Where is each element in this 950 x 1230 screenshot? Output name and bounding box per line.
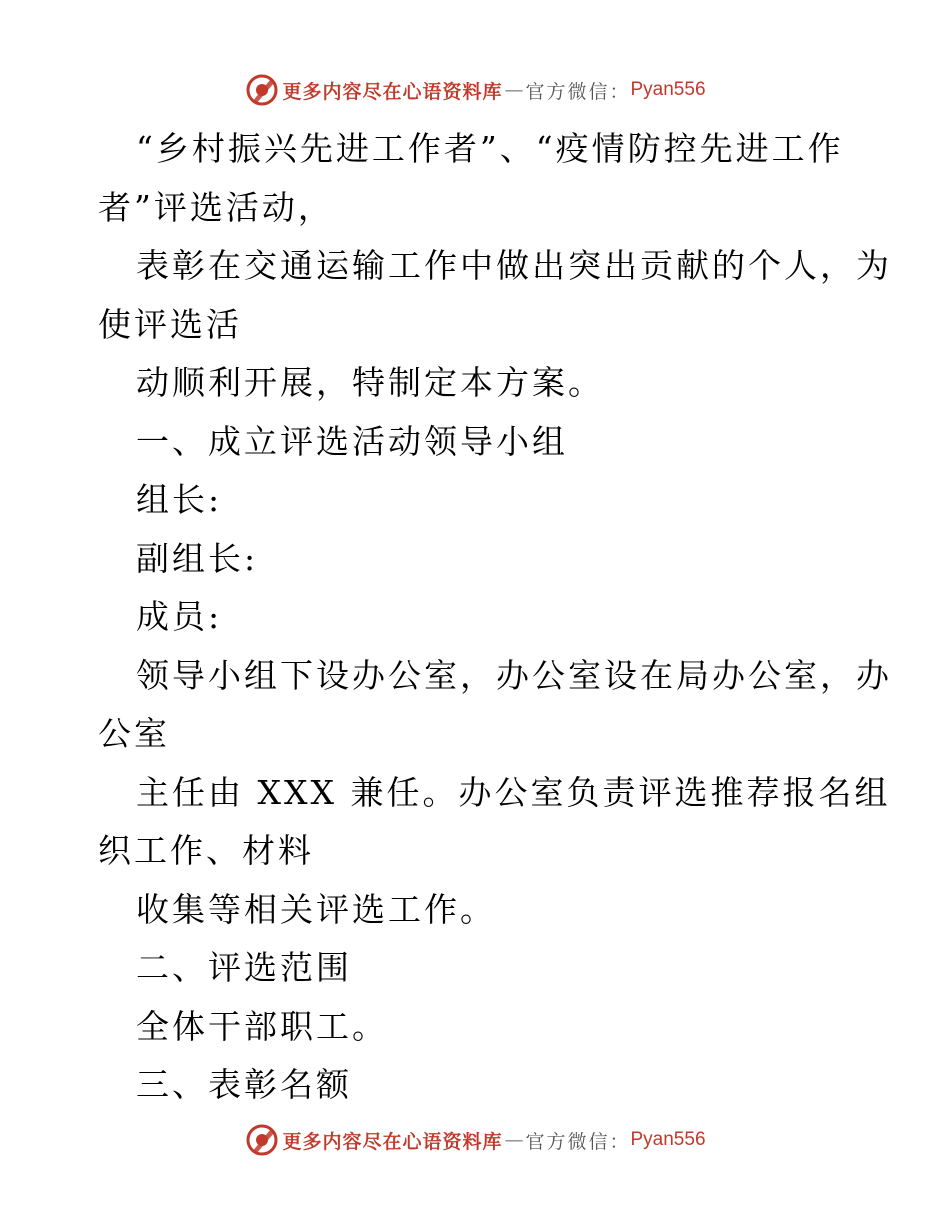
text-line: 表彰在交通运输工作中做出突出贡献的个人，为 bbox=[136, 246, 892, 285]
text-line: 成员: bbox=[136, 597, 223, 636]
document-body bbox=[98, 120, 892, 1115]
watermark-separator: — bbox=[504, 1129, 524, 1151]
text-line: 使评选活 bbox=[98, 304, 242, 344]
text-line: 全体干部职工。 bbox=[136, 1006, 388, 1046]
watermark-wechat-id: Pyan556 bbox=[630, 79, 706, 100]
watermark-text: 更多内容尽在心语资料库 bbox=[282, 80, 503, 103]
text-line: 者”评选活动， bbox=[98, 187, 334, 227]
watermark-official-label: 官方微信： bbox=[525, 1130, 631, 1153]
pen-circle-logo-icon bbox=[244, 72, 280, 108]
section-heading: 一、成立评选活动领导小组 bbox=[136, 421, 568, 461]
section-heading: 三、表彰名额 bbox=[136, 1065, 352, 1104]
text-line: 副组长: bbox=[136, 538, 259, 578]
section-heading: 二、评选范围 bbox=[136, 948, 352, 987]
text-line: 领导小组下设办公室，办公室设在局办公室，办 bbox=[136, 655, 892, 695]
footer-watermark bbox=[0, 1122, 950, 1158]
text-line: “乡村振兴先进工作者”、“疫情防控先进工作 bbox=[136, 129, 844, 168]
watermark-separator: — bbox=[504, 79, 524, 101]
pen-circle-logo-icon bbox=[244, 1122, 280, 1158]
text-line: 组长: bbox=[136, 480, 223, 519]
watermark-official-label: 官方微信： bbox=[525, 80, 631, 103]
watermark-text: 更多内容尽在心语资料库 bbox=[282, 1130, 503, 1153]
text-line: 动顺利开展，特制定本方案。 bbox=[136, 363, 604, 402]
text-line: 织工作、材料 bbox=[98, 831, 314, 870]
header-watermark bbox=[0, 72, 950, 108]
watermark-wechat-id: Pyan556 bbox=[630, 1129, 706, 1150]
text-line: 收集等相关评选工作。 bbox=[136, 889, 496, 929]
text-line: 主任由 XXX 兼任。办公室负责评选推荐报名组 bbox=[136, 772, 891, 812]
text-line: 公室 bbox=[98, 714, 170, 753]
